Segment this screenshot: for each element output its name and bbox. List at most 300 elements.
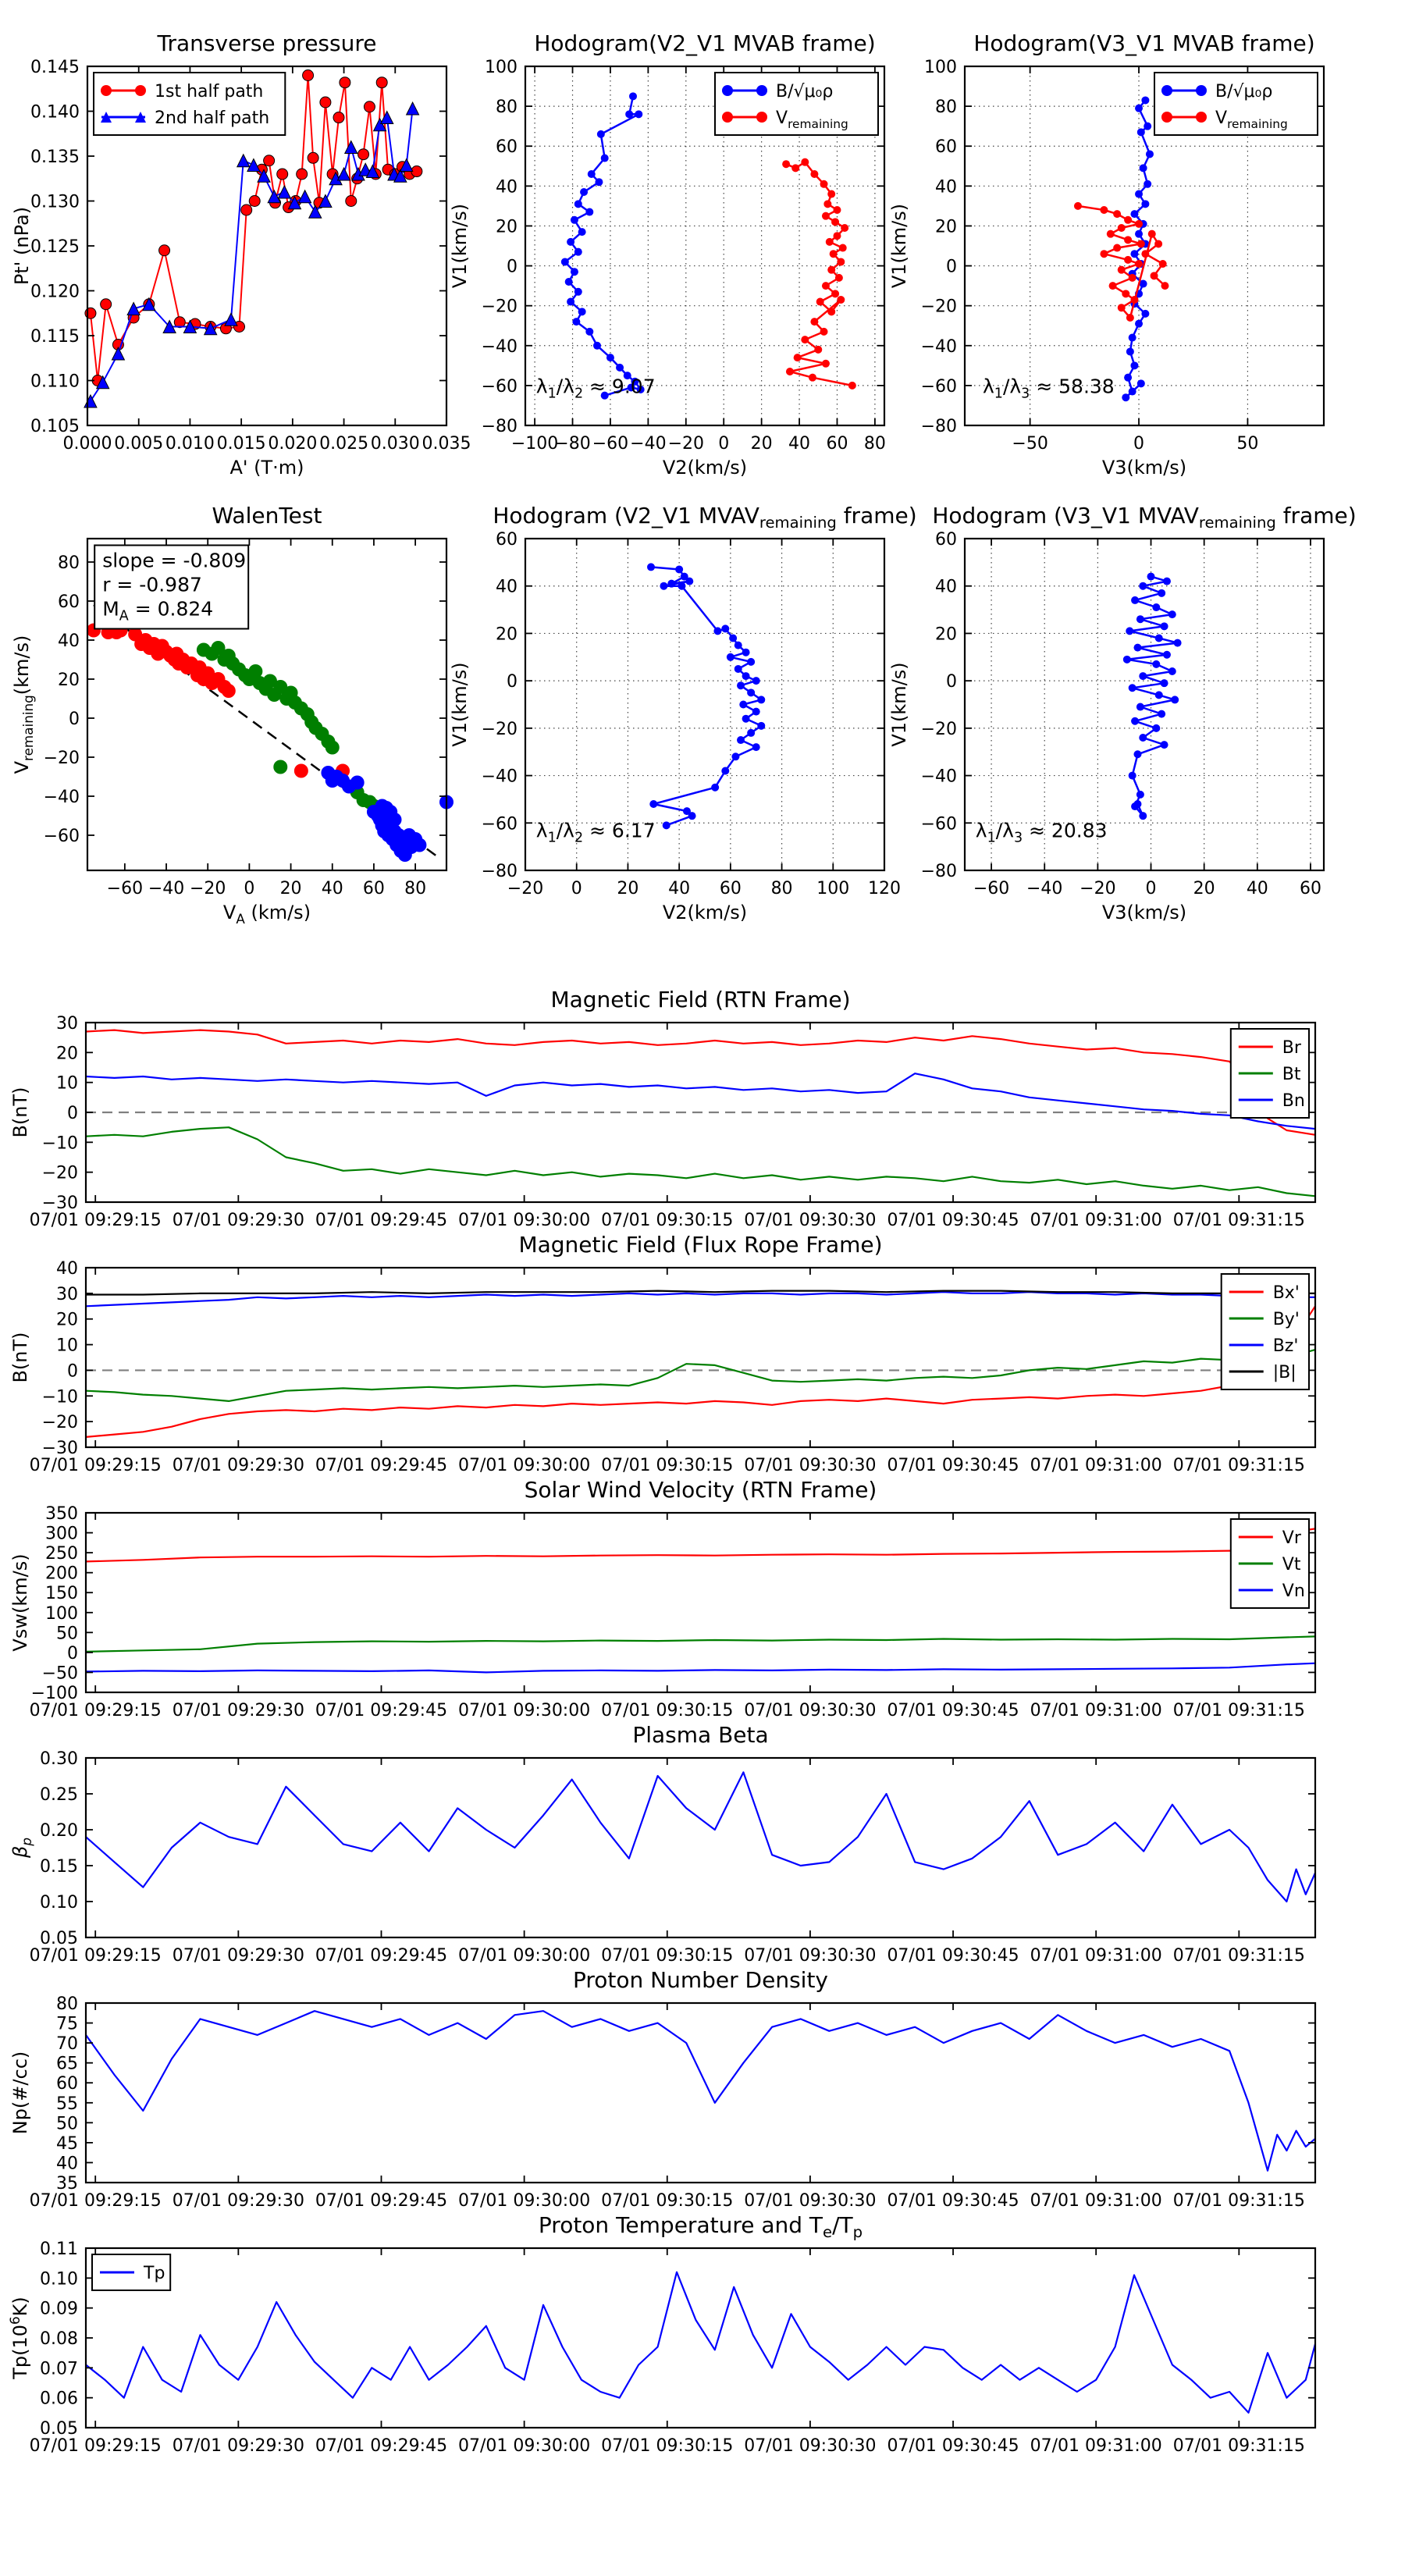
chart-walen [0, 480, 515, 984]
circle-marker [752, 677, 760, 685]
circle-marker [1129, 772, 1136, 780]
y-tick-label: 0.115 [30, 327, 80, 347]
circle-marker [810, 318, 818, 326]
circle-marker [574, 200, 582, 208]
chart-tp [0, 2186, 1405, 2467]
y-tick-label: 0.11 [40, 2240, 78, 2259]
x-tick-label: 07/01 09:30:45 [887, 1211, 1019, 1230]
circle-marker [823, 200, 831, 208]
series-line [86, 1306, 1315, 1437]
circle-marker [713, 627, 721, 635]
y-axis-label: Np(#/cc) [9, 2051, 31, 2135]
y-tick-label: 0.05 [40, 2419, 78, 2439]
y-tick-label: −60 [920, 376, 957, 397]
circle-marker [1135, 320, 1143, 328]
circle-marker [830, 250, 838, 258]
circle-marker [616, 364, 624, 372]
circle-marker [756, 112, 767, 123]
chart-hodo_v2v1_mvab [439, 8, 955, 511]
circle-marker [1130, 361, 1138, 369]
y-tick-label: 0.09 [40, 2299, 78, 2319]
circle-marker [333, 112, 344, 123]
x-tick-label: 07/01 09:29:30 [172, 2436, 304, 2456]
x-tick-label: 07/01 09:30:30 [744, 1701, 877, 1720]
x-axis-label: $V_A$ (km/s) [222, 902, 311, 927]
legend [715, 73, 878, 135]
circle-marker [277, 169, 288, 180]
circle-marker [303, 70, 314, 81]
circle-marker [1161, 741, 1168, 749]
legend [1154, 73, 1318, 135]
x-tick-label: 0.025 [319, 434, 369, 454]
circle-marker [1129, 684, 1136, 692]
circle-marker [601, 155, 609, 162]
x-tick-label: 07/01 09:30:45 [887, 1456, 1019, 1475]
y-axis-label: V1(km/s) [888, 662, 910, 747]
circle-marker [159, 245, 170, 256]
circle-marker [1133, 800, 1141, 808]
circle-marker [1100, 250, 1108, 258]
circle-marker [1109, 282, 1117, 290]
y-tick-label: 0 [507, 257, 518, 277]
circle-marker [827, 266, 835, 274]
circle-marker [839, 244, 847, 252]
y-tick-label: 40 [496, 177, 518, 197]
chart-title: Proton Number Density [572, 1967, 829, 1993]
x-tick-label: 07/01 09:29:30 [172, 1211, 304, 1230]
y-tick-label: 20 [58, 671, 80, 690]
circle-marker [735, 665, 742, 673]
legend-label: $V_{remaining}$ [776, 109, 848, 131]
x-tick-label: 07/01 09:31:00 [1030, 1946, 1162, 1966]
chart-b_rtn [0, 960, 1405, 1241]
x-tick-label: −40 [1026, 879, 1063, 898]
y-tick-label: 60 [56, 2074, 78, 2094]
circle-marker [375, 799, 389, 813]
axes-frame [525, 539, 884, 870]
y-tick-label: 0.145 [30, 58, 80, 77]
x-tick-label: 07/01 09:29:30 [172, 1946, 304, 1966]
y-tick-label: −50 [41, 1663, 78, 1684]
y-tick-label: −30 [41, 1439, 78, 1458]
circle-marker [737, 681, 745, 689]
y-tick-label: −30 [41, 1194, 78, 1213]
circle-marker [574, 248, 582, 256]
x-tick-label: 100 [816, 879, 850, 898]
x-tick-label: 07/01 09:31:00 [1030, 1456, 1162, 1475]
x-tick-label: 07/01 09:30:15 [601, 2436, 734, 2456]
chart-hodo_v3v1_mvav [879, 480, 1405, 984]
x-tick-label: 07/01 09:30:15 [601, 1456, 734, 1475]
y-tick-label: 0.125 [30, 237, 80, 257]
y-tick-label: −60 [481, 376, 518, 397]
triangle-marker [247, 159, 260, 172]
y-tick-label: 300 [45, 1524, 78, 1544]
y-tick-label: 40 [56, 2154, 78, 2174]
circle-marker [742, 649, 750, 656]
circle-marker [660, 582, 667, 590]
y-tick-label: −100 [30, 1684, 78, 1703]
x-tick-label: 20 [750, 434, 773, 454]
x-tick-label: −60 [592, 434, 629, 454]
circle-marker [1174, 639, 1182, 647]
circle-marker [358, 149, 369, 160]
circle-marker [412, 838, 426, 852]
x-tick-label: −20 [507, 879, 544, 898]
circle-marker [1136, 615, 1144, 623]
circle-marker [835, 274, 843, 282]
circle-marker [1131, 717, 1139, 725]
y-tick-label: 0.08 [40, 2329, 78, 2349]
circle-marker [786, 368, 794, 375]
y-tick-label: 30 [56, 1014, 78, 1034]
circle-marker [729, 635, 737, 642]
y-tick-label: 20 [56, 1044, 78, 1064]
x-tick-label: 07/01 09:29:45 [315, 2436, 448, 2456]
circle-marker [595, 178, 603, 186]
circle-marker [1135, 220, 1143, 228]
y-axis-label: B(nT) [9, 1087, 31, 1138]
circle-marker [1146, 150, 1154, 158]
x-tick-label: −20 [190, 879, 226, 898]
y-tick-label: 80 [935, 98, 957, 118]
y-tick-label: 0 [946, 257, 957, 277]
x-tick-label: 60 [362, 879, 385, 898]
circle-marker [1141, 310, 1149, 318]
circle-marker [722, 85, 733, 96]
x-tick-label: 80 [863, 434, 886, 454]
circle-marker [831, 218, 839, 226]
x-tick-label: 07/01 09:29:15 [29, 1211, 162, 1230]
x-tick-label: 07/01 09:30:00 [458, 1946, 591, 1966]
y-tick-label: 20 [935, 624, 957, 645]
y-tick-label: −80 [481, 417, 518, 436]
x-axis-label: V2(km/s) [662, 902, 748, 923]
y-tick-label: −20 [43, 749, 80, 768]
x-tick-label: 07/01 09:30:45 [887, 2191, 1019, 2211]
circle-marker [1161, 85, 1172, 96]
y-tick-label: 20 [496, 217, 518, 237]
y-tick-label: 0 [67, 1104, 78, 1123]
x-tick-label: 80 [770, 879, 793, 898]
y-axis-label: $Tp(10^6K)$ [7, 2297, 31, 2379]
legend-label: Br [1282, 1038, 1301, 1058]
circle-marker [801, 158, 809, 166]
circle-marker [1158, 710, 1165, 718]
circle-marker [320, 97, 331, 108]
y-tick-label: 60 [935, 530, 957, 550]
x-tick-label: 40 [1246, 879, 1268, 898]
circle-marker [1130, 210, 1138, 218]
x-tick-label: 07/01 09:31:00 [1030, 1211, 1162, 1230]
series-line [86, 1127, 1315, 1196]
x-tick-label: 0 [718, 434, 730, 454]
y-tick-label: 0 [69, 710, 80, 729]
chart-title: Hodogram(V2_V1 MVAB frame) [534, 30, 876, 56]
x-tick-label: 07/01 09:29:15 [29, 2436, 162, 2456]
triangle-marker [112, 347, 124, 360]
y-tick-label: 100 [485, 58, 518, 77]
x-tick-label: −40 [630, 434, 667, 454]
circle-marker [649, 800, 657, 808]
circle-marker [757, 696, 765, 703]
y-tick-label: 0.07 [40, 2359, 78, 2379]
annotation-text: $\lambda_1/\lambda_2 \approx 6.17$ [535, 819, 656, 846]
circle-marker [635, 110, 642, 118]
circle-marker [567, 298, 574, 306]
y-tick-label: −10 [41, 1133, 78, 1154]
x-tick-label: −20 [667, 434, 705, 454]
x-tick-label: 07/01 09:29:30 [172, 1456, 304, 1475]
circle-marker [1196, 112, 1207, 123]
circle-marker [837, 258, 845, 265]
y-tick-label: −20 [481, 297, 518, 317]
circle-marker [685, 578, 693, 585]
circle-marker [1130, 250, 1138, 258]
circle-marker [1139, 734, 1147, 742]
x-tick-label: 07/01 09:29:45 [315, 1701, 448, 1720]
circle-marker [688, 812, 696, 820]
x-tick-label: 07/01 09:30:45 [887, 1946, 1019, 1966]
y-tick-label: −20 [920, 719, 957, 739]
circle-marker [722, 112, 733, 123]
circle-marker [721, 767, 729, 775]
circle-marker [742, 672, 750, 680]
circle-marker [1135, 190, 1143, 198]
triangle-marker [278, 186, 290, 198]
x-axis-label: V3(km/s) [1101, 457, 1187, 479]
y-tick-label: 55 [56, 2094, 78, 2114]
series-line [86, 2011, 1315, 2171]
x-tick-label: 07/01 09:30:45 [887, 2436, 1019, 2456]
legend-label: Vt [1282, 1555, 1301, 1574]
circle-marker [588, 170, 596, 178]
circle-marker [1139, 582, 1147, 590]
legend [92, 2254, 170, 2290]
y-tick-label: −40 [920, 767, 957, 787]
circle-marker [1140, 164, 1147, 172]
series-line [86, 1636, 1315, 1652]
x-tick-label: 0.010 [165, 434, 215, 454]
circle-marker [1161, 679, 1168, 687]
x-tick-label: 0.015 [216, 434, 266, 454]
chart-b_fr [0, 1205, 1405, 1486]
circle-marker [1118, 224, 1126, 232]
x-tick-label: 07/01 09:31:15 [1172, 2436, 1305, 2456]
circle-marker [1107, 230, 1115, 238]
circle-marker [1137, 240, 1145, 247]
y-tick-label: 40 [496, 577, 518, 597]
x-tick-label: 20 [279, 879, 302, 898]
circle-marker [1152, 724, 1160, 732]
circle-marker [1154, 240, 1162, 247]
circle-marker [308, 152, 318, 163]
y-tick-label: 0.06 [40, 2389, 78, 2409]
circle-marker [1100, 206, 1108, 214]
circle-marker [585, 208, 593, 216]
circle-marker [567, 238, 574, 246]
x-tick-label: 07/01 09:31:00 [1030, 1701, 1162, 1720]
x-tick-label: 40 [668, 879, 691, 898]
y-tick-label: 45 [56, 2133, 78, 2154]
x-axis-label: A' (T·m) [229, 457, 304, 479]
x-tick-label: 07/01 09:30:15 [601, 1946, 734, 1966]
circle-marker [1129, 388, 1136, 396]
legend-label: Bn [1282, 1091, 1305, 1111]
y-axis-label: $V_{remaining}(km/s)$ [11, 635, 36, 774]
x-tick-label: −80 [554, 434, 591, 454]
y-tick-label: −20 [41, 1163, 78, 1183]
y-tick-label: 60 [496, 530, 518, 550]
y-axis-label: V1(km/s) [888, 203, 910, 289]
y-tick-label: 40 [935, 577, 957, 597]
chart-transverse_pressure [0, 8, 515, 511]
x-tick-label: −40 [148, 879, 185, 898]
triangle-marker [338, 168, 350, 180]
y-axis-label: V1(km/s) [449, 662, 471, 747]
circle-marker [1129, 274, 1136, 282]
x-tick-label: 120 [868, 879, 901, 898]
y-tick-label: 80 [56, 1994, 78, 2014]
y-tick-label: −10 [41, 1387, 78, 1407]
chart-title: Plasma Beta [632, 1722, 769, 1748]
series-line [86, 1350, 1315, 1401]
circle-marker [578, 308, 586, 315]
circle-marker [814, 346, 822, 354]
circle-marker [1141, 200, 1149, 208]
circle-marker [572, 318, 580, 326]
x-tick-label: 07/01 09:30:00 [458, 1701, 591, 1720]
x-tick-label: 07/01 09:30:30 [744, 2436, 877, 2456]
y-tick-label: 50 [56, 2114, 78, 2134]
circle-marker [135, 85, 146, 96]
series-line [86, 1528, 1315, 1561]
y-tick-label: 350 [45, 1504, 78, 1524]
circle-marker [1135, 230, 1143, 238]
circle-marker [711, 784, 719, 792]
y-tick-label: 20 [496, 624, 518, 645]
y-tick-label: 0.05 [40, 1929, 78, 1948]
series-line [86, 1663, 1315, 1673]
circle-marker [1137, 128, 1145, 136]
circle-marker [625, 110, 633, 118]
x-tick-label: 07/01 09:30:00 [458, 2191, 591, 2211]
circle-marker [827, 308, 835, 315]
chart-beta [0, 1695, 1405, 1976]
legend [1231, 1029, 1309, 1118]
x-tick-label: 07/01 09:30:00 [458, 1456, 591, 1475]
x-tick-label: 07/01 09:30:15 [601, 2191, 734, 2211]
circle-marker [571, 216, 578, 224]
x-tick-label: 07/01 09:30:00 [458, 2436, 591, 2456]
circle-marker [574, 288, 582, 296]
chart-title: Hodogram (V3_V1 $MVAV_{remaining}$ frame) [932, 503, 1357, 532]
x-tick-label: 0 [244, 879, 255, 898]
circle-marker [376, 77, 387, 88]
circle-marker [340, 77, 350, 88]
y-tick-label: −40 [43, 788, 80, 807]
y-tick-label: 40 [56, 1259, 78, 1279]
circle-marker [1124, 374, 1132, 382]
circle-marker [1135, 260, 1143, 268]
chart-title: Magnetic Field (RTN Frame) [550, 987, 851, 1012]
triangle-marker [225, 313, 237, 326]
y-tick-label: 0 [67, 1361, 78, 1382]
chart-title: Transverse pressure [157, 30, 377, 56]
circle-marker [1196, 85, 1207, 96]
y-tick-label: 0.140 [30, 102, 80, 123]
x-tick-label: 0.030 [370, 434, 420, 454]
x-tick-label: 07/01 09:31:15 [1172, 2191, 1305, 2211]
series-line [651, 567, 761, 825]
y-tick-label: 40 [935, 177, 957, 197]
circle-marker [833, 206, 841, 214]
y-tick-label: 80 [58, 553, 80, 573]
y-tick-label: −80 [481, 862, 518, 881]
circle-marker [831, 290, 839, 297]
x-tick-label: 07/01 09:30:30 [744, 1946, 877, 1966]
circle-marker [273, 760, 287, 774]
y-tick-label: 0.135 [30, 148, 80, 167]
y-tick-label: 100 [45, 1603, 78, 1624]
circle-marker [820, 328, 828, 336]
circle-marker [571, 268, 578, 276]
chart-title: Hodogram(V3_V1 MVAB frame) [973, 30, 1315, 56]
circle-marker [826, 238, 834, 246]
circle-marker [1163, 578, 1171, 585]
legend-label: By' [1272, 1310, 1300, 1329]
circle-marker [1136, 703, 1144, 711]
circle-marker [747, 658, 755, 666]
circle-marker [1141, 96, 1149, 104]
circle-marker [737, 736, 745, 744]
y-tick-label: 0 [67, 1643, 78, 1663]
circle-marker [1161, 112, 1172, 123]
y-tick-label: 70 [56, 2034, 78, 2055]
circle-marker [735, 642, 742, 649]
x-tick-label: 07/01 09:30:00 [458, 1211, 591, 1230]
x-tick-label: 07/01 09:30:15 [601, 1701, 734, 1720]
circle-marker [837, 296, 845, 304]
circle-marker [1126, 314, 1134, 322]
chart-hodo_v2v1_mvav [439, 480, 955, 984]
x-tick-label: 0 [1145, 879, 1157, 898]
circle-marker [827, 190, 835, 198]
annotation-line: $M_A = 0.824$ [102, 597, 214, 624]
circle-marker [756, 85, 767, 96]
circle-marker [1136, 791, 1144, 799]
circle-marker [1123, 656, 1131, 664]
circle-marker [816, 298, 824, 306]
legend-label: $V_{remaining}$ [1215, 109, 1288, 131]
circle-marker [1135, 105, 1143, 112]
legend-label: 2nd half path [155, 109, 270, 128]
y-tick-label: 100 [924, 58, 957, 77]
x-tick-label: 07/01 09:31:00 [1030, 2436, 1162, 2456]
circle-marker [1124, 216, 1132, 224]
circle-marker [629, 92, 637, 100]
circle-marker [1168, 610, 1176, 618]
circle-marker [848, 382, 856, 390]
circle-marker [606, 354, 614, 361]
circle-marker [822, 360, 830, 368]
circle-marker [1161, 622, 1168, 630]
circle-marker [1163, 651, 1171, 659]
axes-frame [86, 1758, 1315, 1937]
series-line [86, 1073, 1315, 1129]
y-tick-label: −40 [920, 336, 957, 357]
chart-hodo_v3v1_mvab [879, 8, 1405, 511]
